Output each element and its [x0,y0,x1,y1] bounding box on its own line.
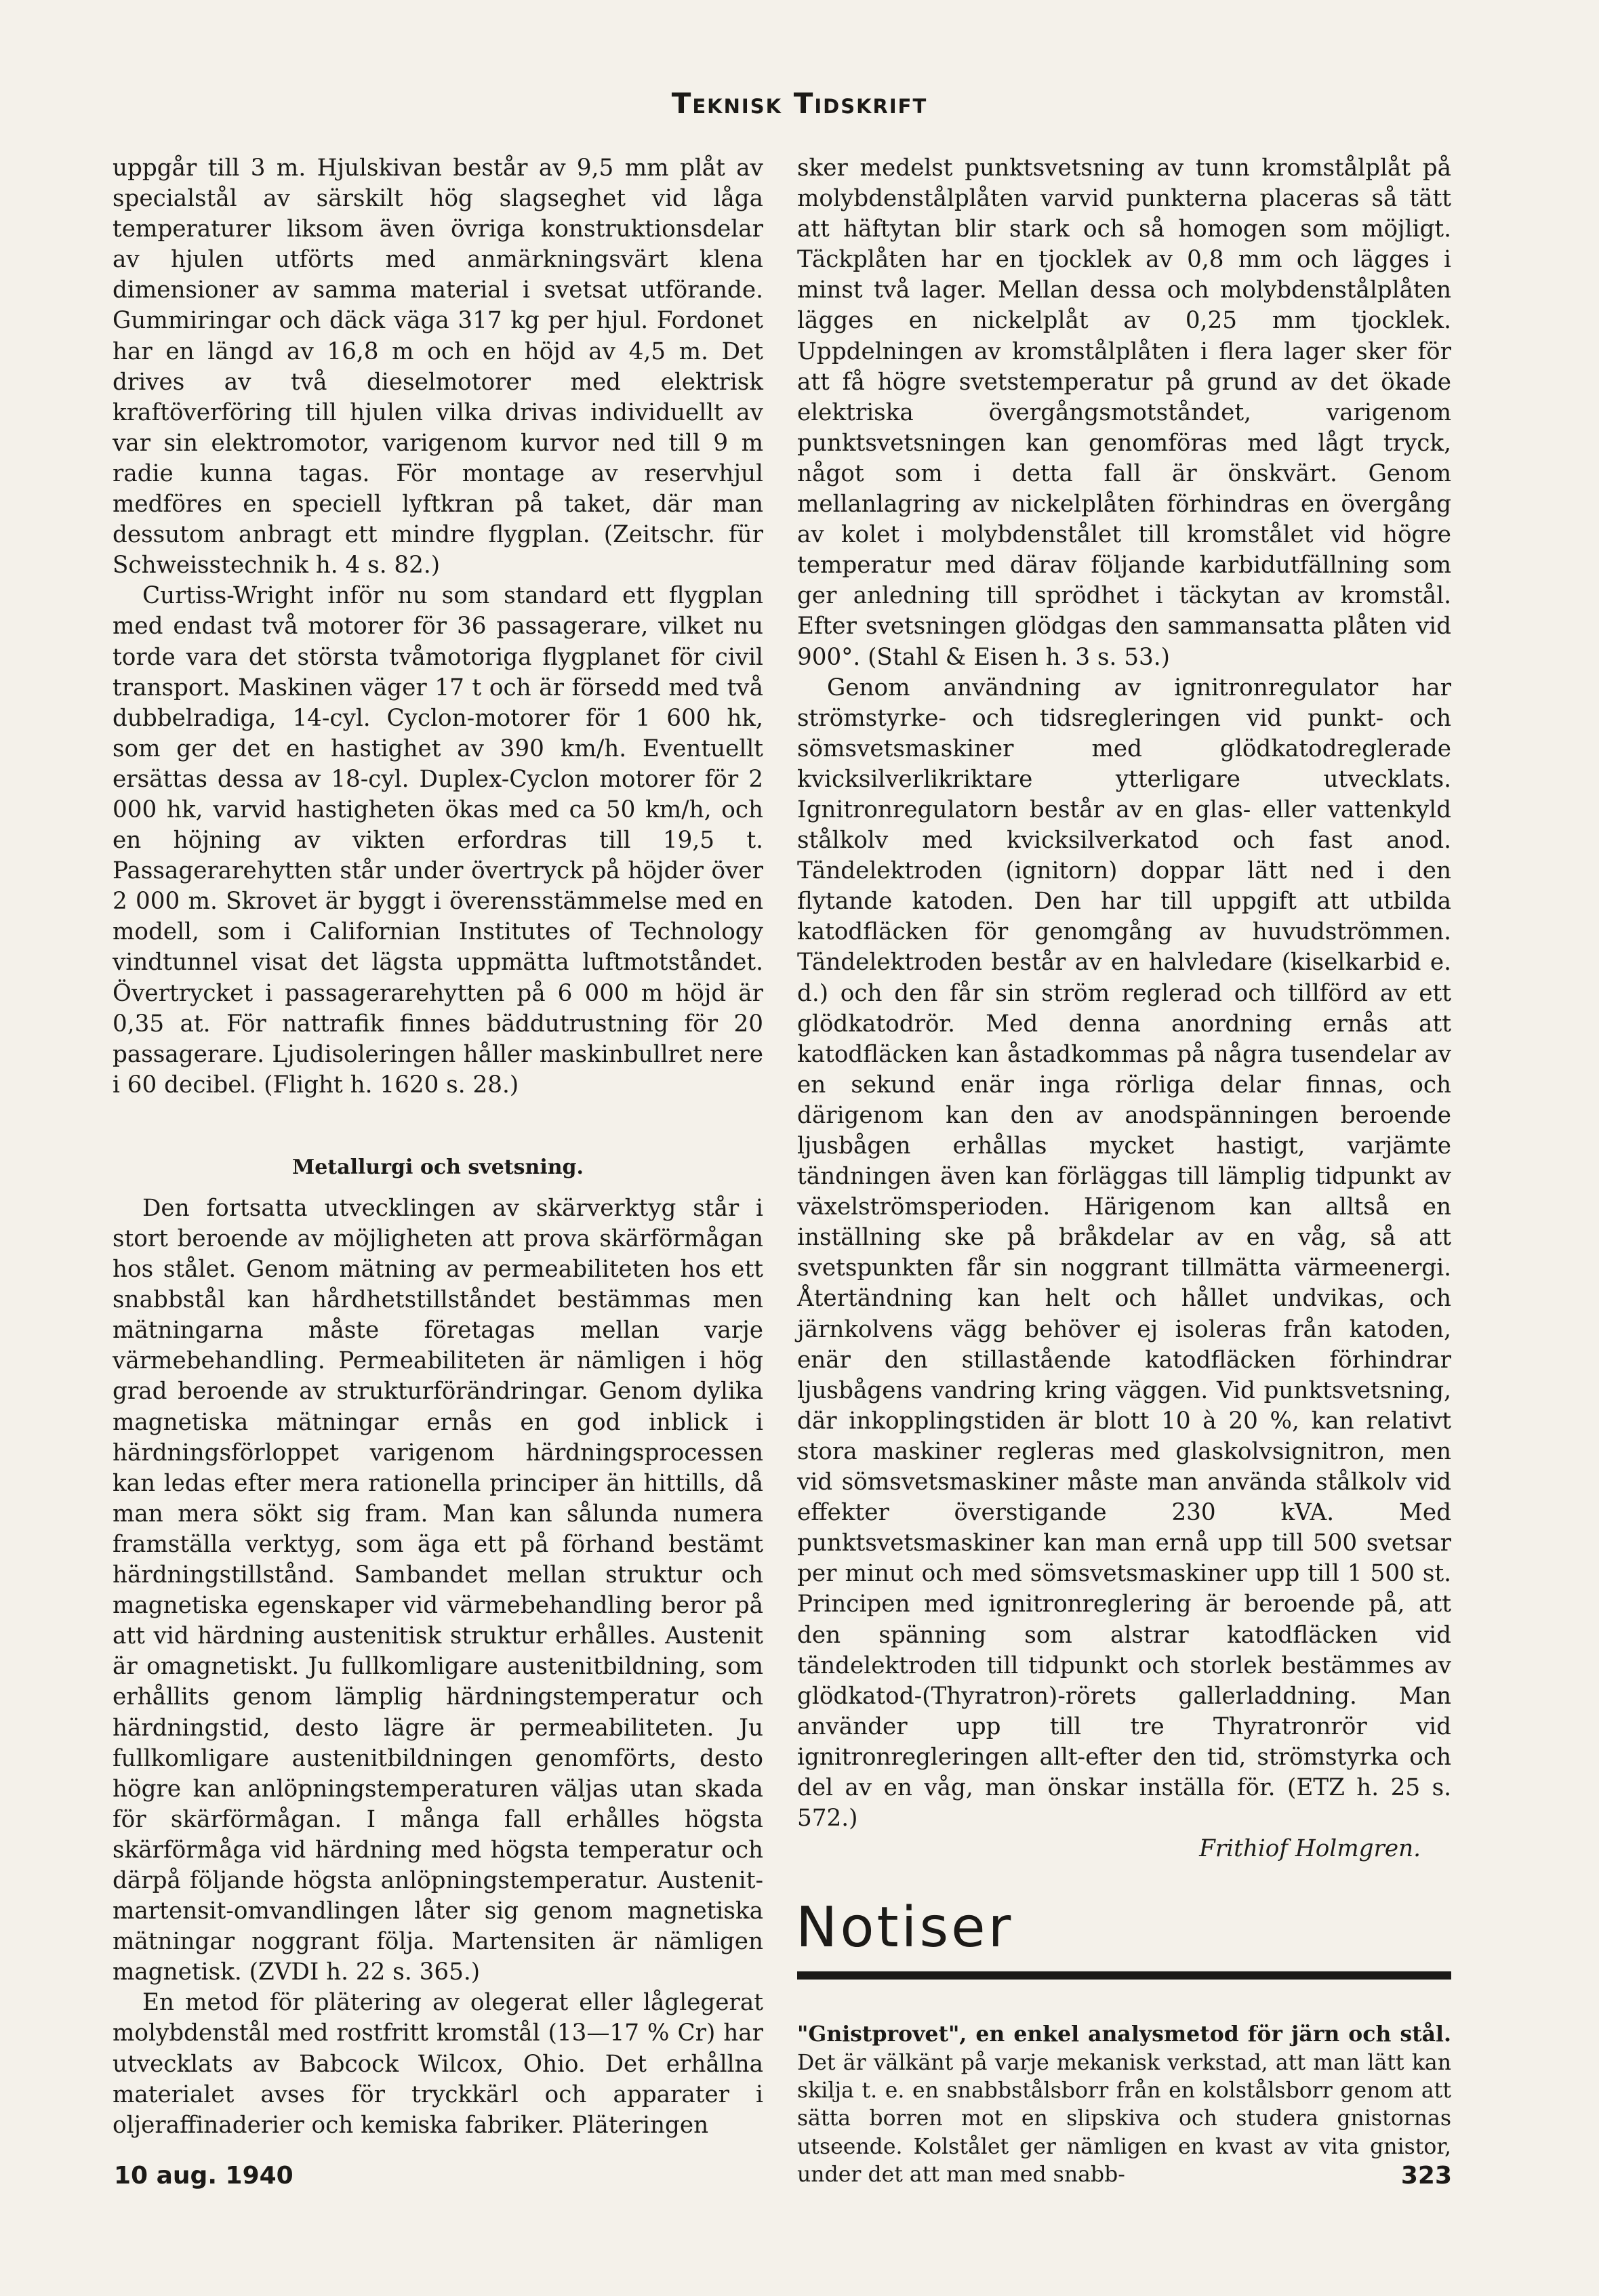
note-item [797,2020,1451,2189]
note-title: "Gnistprovet", en enkel analysmetod för järn och stål. [797,2022,1451,2047]
notiser-heading: Notiser [796,1895,1014,1961]
paragraph-cutting-tools: Den fortsatta utvecklingen av skärverktyg står i stort beroende av möjligheten att prova skärförmågan hos stålet. Genom mätning av permeabiliteten hos ett snabbstål kan hårdhetstillståndet bestämmas men mätningarna måste företagas mellan varje värmebehandling. Permeabiliteten är nämligen i hög grad beroende av strukturförändringar. Genom dylika magnetiska mätningar ernås en god inblick i härdningsförloppet varigenom härdningsprocessen kan ledas efter mera rationella principer än hittills, då man mera sökt sig fram. Man kan sålunda numera framställa verktyg, som äga ett på förhand bestämt härdningstillstånd. Sambandet mellan struktur och magnetiska egenskaper vid värmebehandling beror på att vid härdning austenitisk struktur erhålles. Austenit är omagnetiskt. Ju fullkomligare austenitbildning, som erhållits genom lämplig härdningstemperatur och härdningstid, desto lägre är permeabiliteten. Ju fullkomligare austenitbildningen genomförts, desto högre kan anlöpningstemperaturen väljas utan skada för skärförmågan. I många fall erhålles högsta skärförmåga vid härdning med högsta temperatur och därpå följande högsta anlöpningstemperatur. Austenit-martensit-omvandlingen låter sig genom magnetiska mätningar noggrant följa. Martensiten är nämligen magnetisk. (ZVDI h. 22 s. 365.) [113,1194,763,1986]
heading-rule [797,1971,1451,1980]
paragraph-curtiss-wright: Curtiss-Wright inför nu som standard ett flygplan med endast två motorer för 36 passagerare, vilket nu torde vara det största tvåmotoriga flygplanet för civil transport. Maskinen väger 17 t och är försedd med två dubbelradiga, 14-cyl. Cyclon-motorer för 1 600 hk, som ger det en hastighet av 390 km/h. Eventuellt ersättas dessa av 18-cyl. Duplex-Cyclon motorer för 2 000 hk, varvid hastigheten ökas med ca 50 km/h, och en höjning av vikten erfordras till 19,5 t. Passagerarehytten står under övertryck på höjder över 2 000 m. Skrovet är byggt i överensstämmelse med en modell, som i Californian Institutes of Technology vindtunnel visat det lägsta uppmätta luftmotståndet. Övertrycket i passagerarehytten på 6 000 m höjd är 0,35 at. För nattrafik finnes bäddutrustning för 20 passagerare. Ljudisoleringen håller maskinbullret nere i 60 decibel. (Flight h. 1620 s. 28.) [113,582,763,1099]
section-heading-metallurgy: Metallurgi och svetsning. [292,1155,584,1179]
right-column [797,153,1451,2190]
paragraph-plating-method: En metod för plätering av olegerat eller låglegerat molybdenstål med rostfritt kromstål (13—17 % Cr) har utvecklats av Babcock Wilcox, Ohio. Det erhållna materialet avses för tryckkärl och apparater i oljeraffinaderier och kemiska fabriker. Pläteringen [113,1989,763,2139]
paragraph-ignitron-regulator: Genom användning av ignitronregulator har strömstyrke- och tidsregleringen vid punkt- och sömsvetsmaskiner med glödkatodreglerade kvicksilverlikriktare ytterligare utvecklats. Ignitronregulatorn består av en glas- eller vattenkyld stålkolv med kvicksilverkatod och fast anod. Tändelektroden (ignitorn) doppar lätt ned i den flytande katoden. Den har till uppgift att utbilda katodfläcken för genomgång av huvudströmmen. Tändelektroden består av en halvledare (kiselkarbid e. d.) och den får sin ström reglerad och tillförd av ett glödkatodrör. Med denna anordning ernås att katodfläcken kan åstadkommas på några tusendelar av en sekund enär inga rörliga delar finnas, och därigenom kan den av anodspänningen beroende ljusbågen erhållas mycket hastigt, varjämte tändningen även kan förläggas till lämplig tidpunkt av växelströmsperioden. Härigenom kan alltså en inställning ske på bråkdelar av en våg, så att svetspunkten får sin noggrant tillmätta värmeenergi. Återtändning kan helt och hållet undvikas, och järnkolvens vägg behöver ej isoleras från katoden, enär den stillastående katodfläcken förhindrar ljusbågens vandring kring väggen. Vid punktsvetsning, där inkopplingstiden är blott 10 à 20 %, kan relativt stora maskiner regleras med glaskolvsignitron, men vid sömsvetsmaskiner måste man använda stålkolv vid effekter överstigande 230 kVA. Med punktsvetsmaskiner kan man ernå upp till 500 svetsar per minut och med sömsvetsmaskiner upp till 1 500 st. Principen med ignitronreglering är beroende på, att den spänning som alstrar katodfläcken vid tändelektroden till tidpunkt och storlek bestämmes av glödkatod-(Thyratron)-rörets gallerladdning. Man använder upp till tre Thyratronrör vid ignitronregleringen allt-efter den tid, strömstyrka och del av en våg, man önskar inställa för. (ETZ h. 25 s. 572.) [797,674,1451,1832]
issue-date: 10 aug. 1940 [114,2162,294,2190]
paragraph-spot-welding: sker medelst punktsvetsning av tunn kromstålplåt på molybdenstålplåten varvid punkterna placeras så tätt att häftytan blir stark och så homogen som möjligt. Täckplåten har en tjocklek av 0,8 mm och lägges i minst två lager. Mellan dessa och molybdenstålplåten lägges en nickelplåt av 0,25 mm tjocklek. Uppdelningen av kromstålplåten i flera lager sker för att få högre svetstemperatur på grund av det ökade elektriska övergångsmotståndet, varigenom punktsvetsningen kan genomföras med lågt tryck, något som i detta fall är önskvärt. Genom mellanlagring av nickelplåten förhindras en övergång av kolet i molybdenstålet till kromstålet vid högre temperatur med därav följande karbidutfällning som ger anledning till sprödhet i täckytan av kromstål. Efter svetsningen glödgas den sammansatta plåten vid 900°. (Stahl & Eisen h. 3 s. 53.) [797,155,1451,671]
masthead-title: Teknisk Tidskrift [671,87,928,120]
paragraph-wheel-vehicle: uppgår till 3 m. Hjulskivan består av 9,5 mm plåt av specialstål av särskilt hög slagseghet vid låga temperaturer liksom även övriga konstruktionsdelar av hjulen utförts med anmärkningsvärt klena dimensioner av samma material i svetsat utförande. Gummiringar och däck väga 317 kg per hjul. Fordonet har en längd av 16,8 m och en höjd av 4,5 m. Det drives av två dieselmotorer med elektrisk kraftöverföring till hjulen vilka drivas individuellt av var sin elektromotor, varigenom kurvor ned till 9 m radie kunna tagas. För montage av reservhjul medföres en speciell lyftkran på taket, där man dessutom anbragt ett mindre flygplan. (Zeitschr. für Schweisstechnik h. 4 s. 82.) [113,155,763,579]
page-number: 323 [1400,2162,1452,2190]
left-column [113,153,763,2141]
author-signature: Frithiof Holmgren. [1199,1835,1421,1863]
note-body: Det är välkänt på varje mekanisk verkstad, att man lätt kan skilja t. e. en snabbstålsborr från en kolstålsborr genom att sätta borren mot en slipskiva och studera gnistornas utseende. Kolstålet ger nämligen en kvast av vita gnistor, under det att man med snabb- [797,2050,1451,2188]
